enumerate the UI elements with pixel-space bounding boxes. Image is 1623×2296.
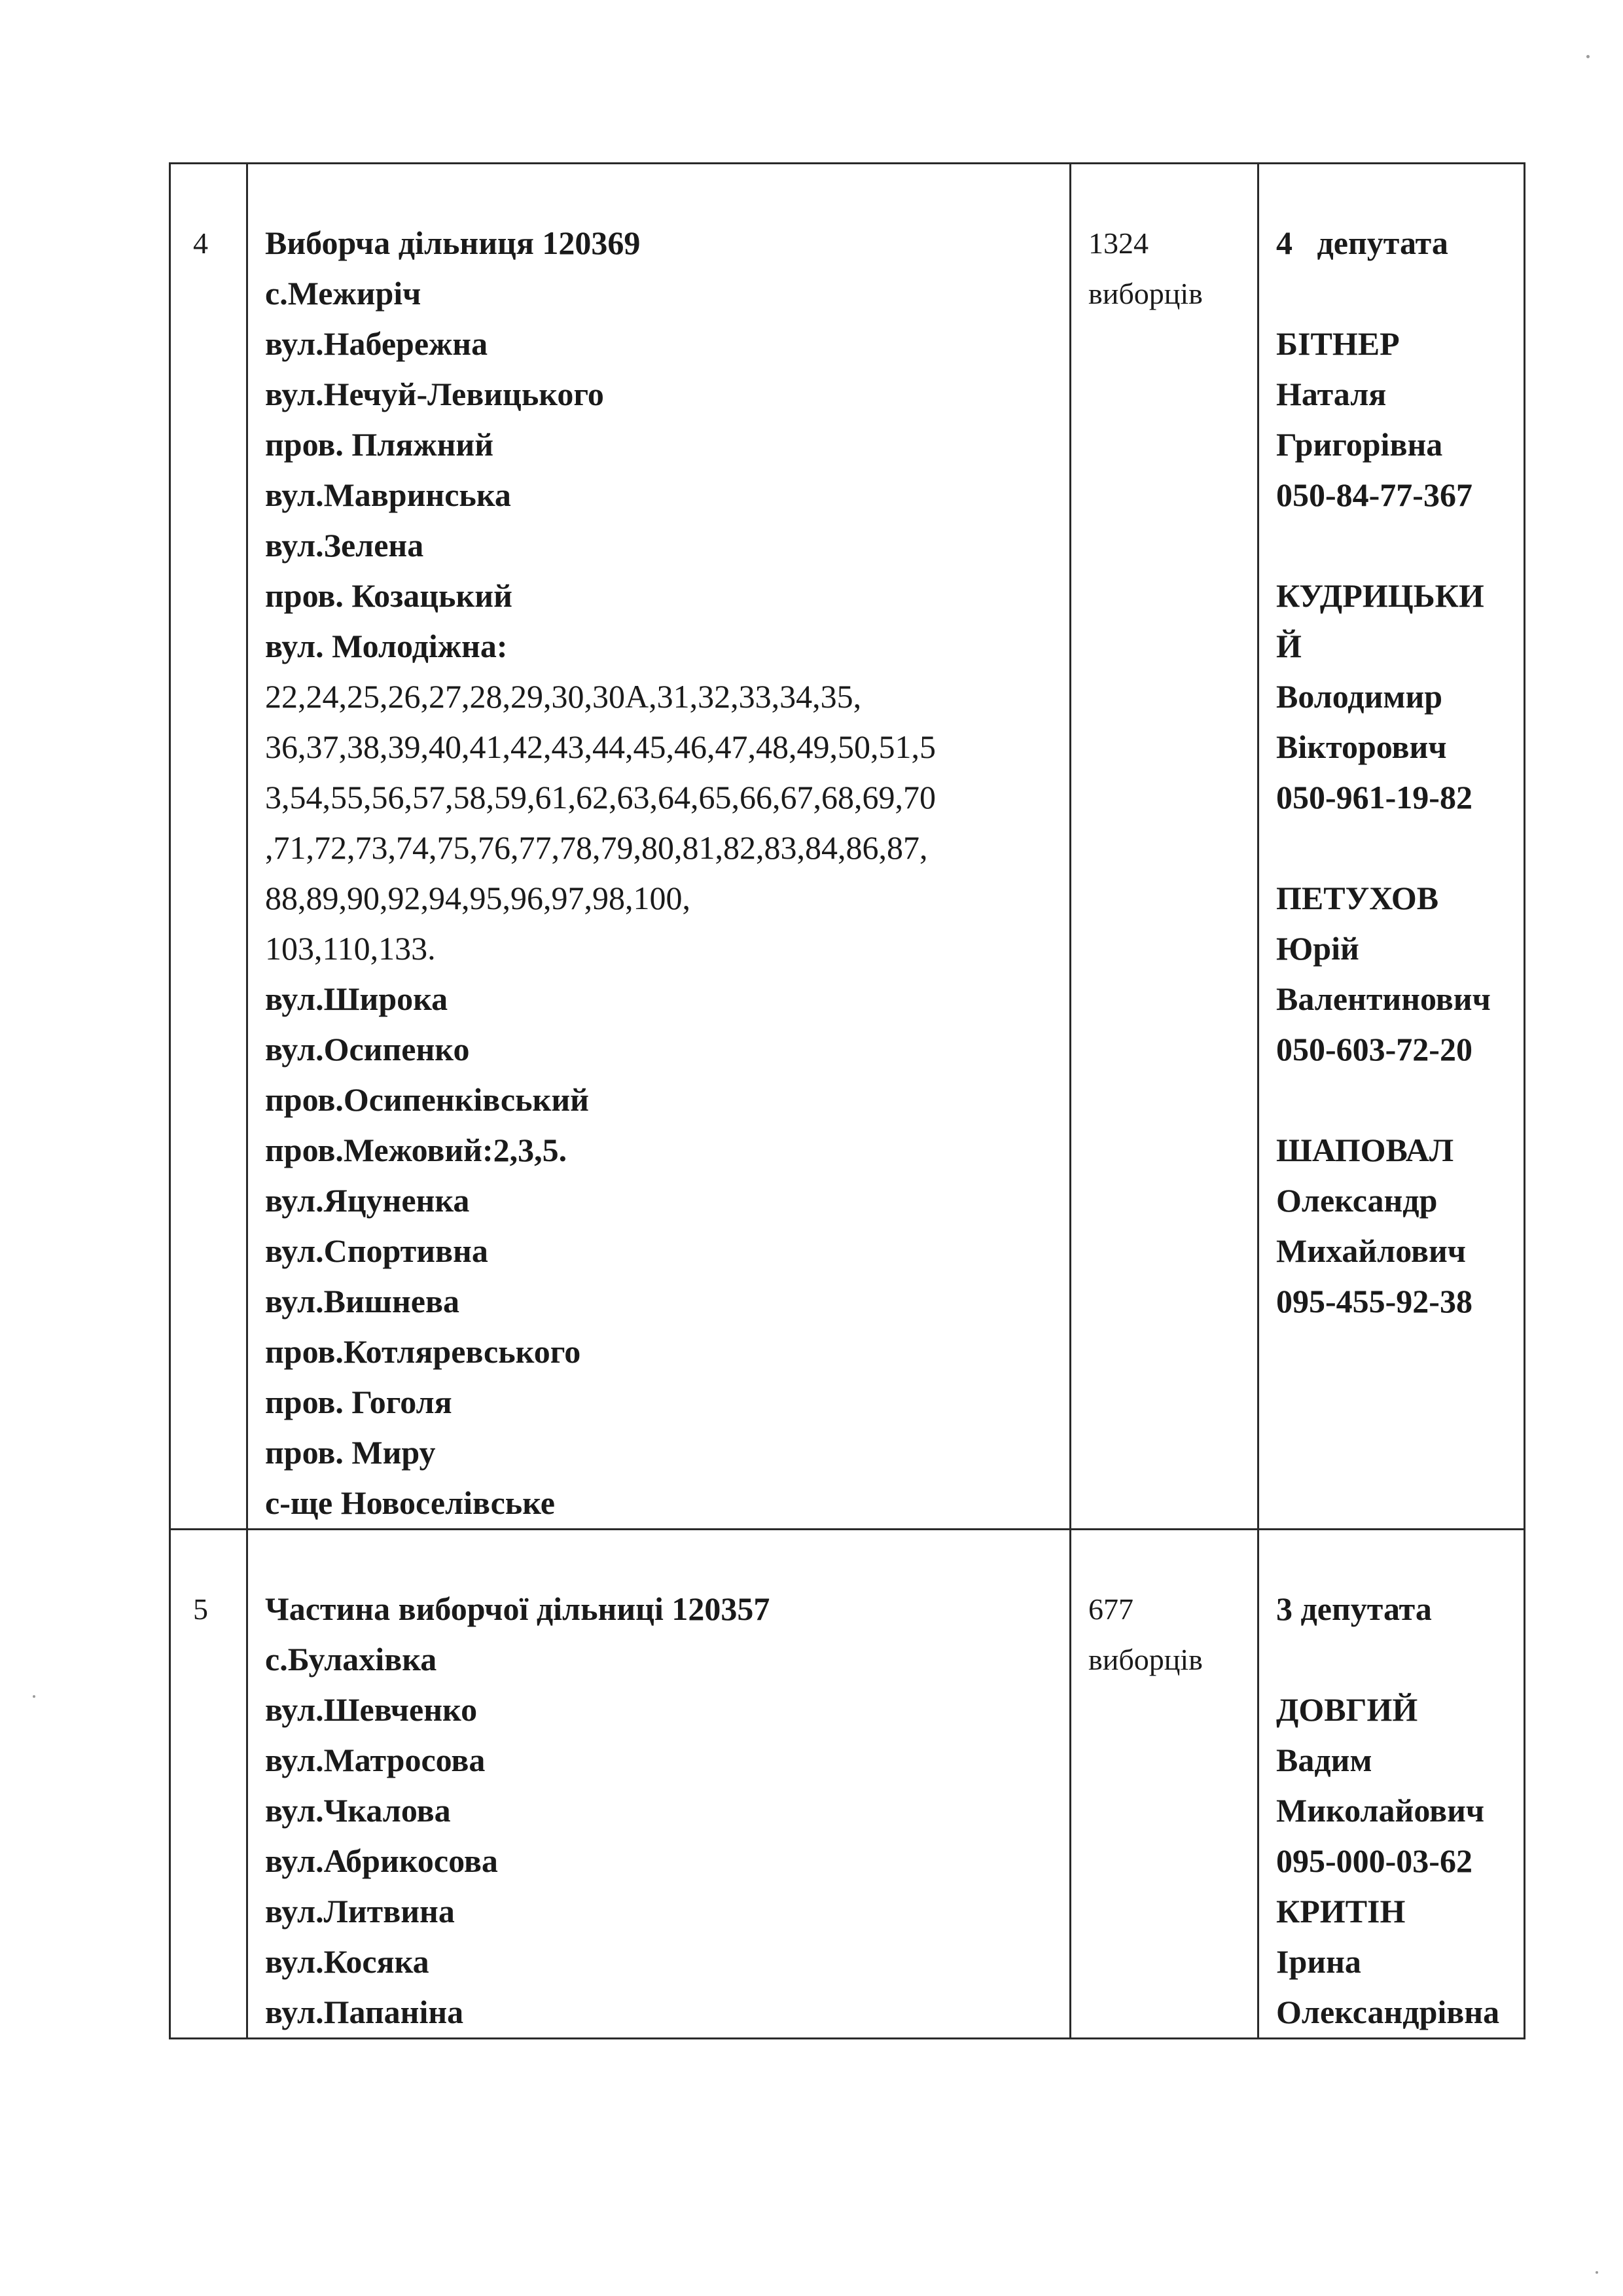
address-line: Частина виборчої дільниці 120357 (265, 1590, 770, 1627)
spacer (1276, 823, 1524, 873)
address-line: пров.Межовий:2,3,5. (265, 1132, 567, 1168)
deputy-name-line: Григорівна (1276, 426, 1443, 463)
voters-label: виборців (1088, 277, 1203, 310)
address-line: вул.Нечуй-Левицького (265, 376, 604, 412)
deputies-list (1259, 164, 1524, 1327)
address-line: пров. Козацький (265, 577, 512, 614)
address-line: вул.Набережна (265, 325, 488, 362)
voters-cell (1071, 164, 1258, 1530)
deputy-name-line: ШАПОВАЛ (1276, 1132, 1454, 1168)
deputy-name-line: Юрій (1276, 930, 1359, 967)
deputies-header: 3 депутата (1276, 1590, 1432, 1627)
deputy-phone: 050-603-72-20 (1276, 1031, 1472, 1067)
spacer (1276, 268, 1524, 319)
deputy-line: 095-000-03-62 (1276, 1842, 1472, 1879)
address-line: вул.Мавринська (265, 476, 511, 513)
table-row (170, 164, 1525, 1530)
scan-speck (1596, 2271, 1598, 2274)
deputy-name-line: Вікторович (1276, 728, 1447, 765)
address-line: вул.Косяка (265, 1943, 429, 1980)
deputy-line: Ірина (1276, 1943, 1361, 1980)
voters-count (1071, 1530, 1257, 1685)
address-line: вул. Молодіжна: (265, 628, 508, 664)
address-line: 3,54,55,56,57,58,59,61,62,63,64,65,66,67,68,69,70 (265, 779, 936, 816)
deputy-name-line: Михайлович (1276, 1232, 1466, 1269)
address-line: вул.Зелена (265, 527, 424, 564)
address-list (248, 164, 1069, 1528)
address-line: вул.Осипенко (265, 1031, 470, 1067)
deputy-line: Вадим (1276, 1742, 1372, 1778)
deputy-name-line: Валентинович (1276, 980, 1491, 1017)
deputy-name-line: БІТНЕР (1276, 325, 1400, 362)
address-line: с.Межиріч (265, 275, 421, 312)
address-cell (247, 164, 1071, 1530)
deputy-line: Миколайович (1276, 1792, 1485, 1829)
deputy-name-line: Володимир (1276, 678, 1443, 715)
voters-number: 677 (1088, 1592, 1133, 1626)
table-row (170, 1530, 1525, 2039)
deputy-name-line: Олександр (1276, 1182, 1438, 1219)
spacer (1276, 1075, 1524, 1125)
deputy-name-line: ПЕТУХОВ (1276, 880, 1439, 916)
row-number: 4 (193, 226, 208, 260)
address-line: вул.Чкалова (265, 1792, 451, 1829)
address-line: пров. Пляжний (265, 426, 494, 463)
address-line: пров.Осипенківський (265, 1081, 589, 1118)
deputy-line: Олександрівна (1276, 1994, 1500, 2030)
deputy-phone: 050-961-19-82 (1276, 779, 1472, 816)
voters-number: 1324 (1088, 226, 1149, 260)
address-line: пров. Гоголя (265, 1384, 452, 1420)
address-line: вул.Абрикосова (265, 1842, 498, 1879)
address-line: вул.Папаніна (265, 1994, 464, 2030)
address-cell (247, 1530, 1071, 2039)
address-line: с-ще Новоселівське (265, 1484, 555, 1521)
address-list (248, 1530, 1069, 2037)
scan-speck (1586, 55, 1590, 58)
deputy-name-line: Наталя (1276, 376, 1387, 412)
deputies-cell (1258, 1530, 1525, 2039)
deputy-phone: 095-455-92-38 (1276, 1283, 1472, 1319)
address-line: вул.Спортивна (265, 1232, 488, 1269)
address-line: вул.Широка (265, 980, 448, 1017)
row-number-cell (170, 164, 247, 1530)
voters-label: виборців (1088, 1643, 1203, 1676)
row-number: 5 (193, 1592, 208, 1626)
deputies-list (1259, 1530, 1524, 2037)
scan-speck (33, 1695, 35, 1698)
districts-table (169, 162, 1525, 2039)
row-number-cell (170, 1530, 247, 2039)
address-line: вул.Вишнева (265, 1283, 459, 1319)
address-line: вул.Шевченко (265, 1691, 478, 1728)
deputy-name-line: КУДРИЦЬКИ (1276, 577, 1484, 614)
address-line: пров. Миру (265, 1434, 436, 1471)
deputy-phone: 050-84-77-367 (1276, 476, 1472, 513)
address-line: с.Булахівка (265, 1641, 437, 1677)
deputies-cell (1258, 164, 1525, 1530)
deputy-name-line: Й (1276, 628, 1302, 664)
address-line: 22,24,25,26,27,28,29,30,30А,31,32,33,34,35, (265, 678, 862, 715)
address-line: вул.Матросова (265, 1742, 486, 1778)
voters-cell (1071, 1530, 1258, 2039)
address-line: 103,110,133. (265, 930, 436, 967)
address-line: 88,89,90,92,94,95,96,97,98,100, (265, 880, 690, 916)
spacer (1276, 520, 1524, 571)
voters-count (1071, 164, 1257, 319)
deputy-line: ДОВГИЙ (1276, 1691, 1418, 1728)
address-line: Виборча дільниця 120369 (265, 224, 641, 261)
address-line: ,71,72,73,74,75,76,77,78,79,80,81,82,83,84,86,87, (265, 829, 928, 866)
address-line: пров.Котляревського (265, 1333, 581, 1370)
spacer (1276, 1634, 1524, 1685)
address-line: вул.Литвина (265, 1893, 455, 1929)
deputies-header: 4 депутата (1276, 224, 1448, 261)
deputy-line: КРИТІН (1276, 1893, 1406, 1929)
address-line: 36,37,38,39,40,41,42,43,44,45,46,47,48,49,50,51,5 (265, 728, 936, 765)
address-line: вул.Яцуненка (265, 1182, 470, 1219)
